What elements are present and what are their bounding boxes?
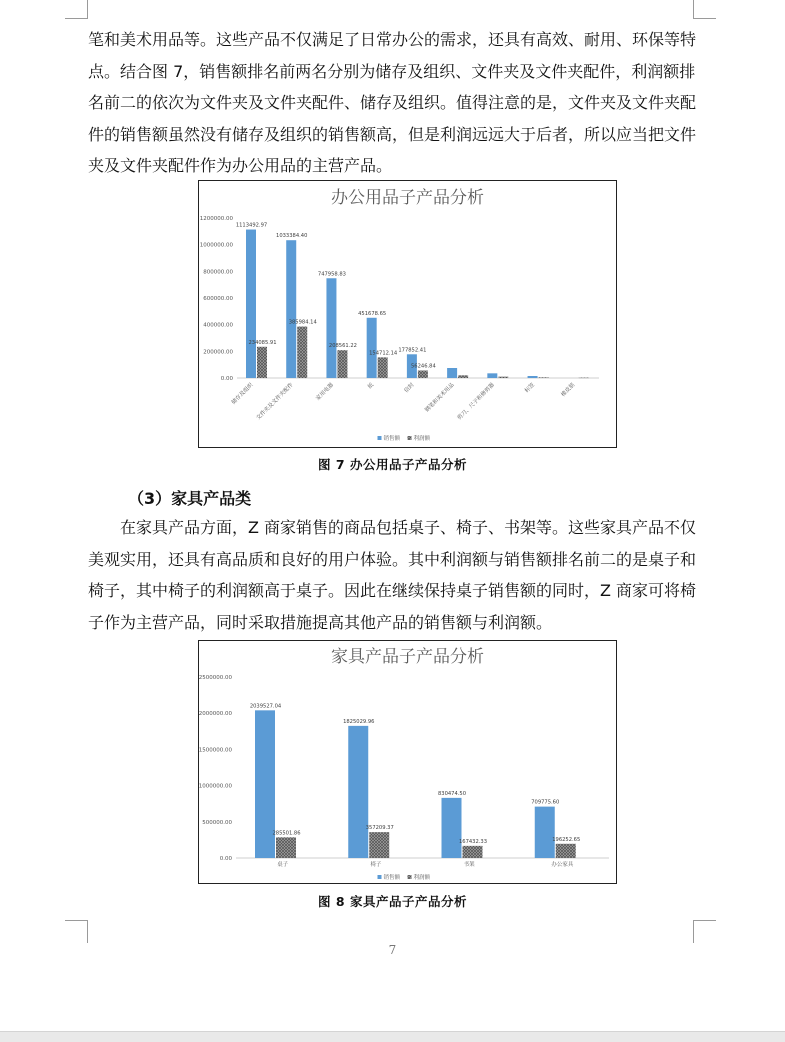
y-tick-label: 1500000.00	[199, 747, 232, 754]
y-tick-label: 2000000.00	[199, 711, 232, 718]
y-tick-label: 600000.00	[203, 296, 233, 302]
y-tick-label: 500000.00	[202, 819, 232, 826]
bar-销售额	[367, 318, 377, 378]
data-label: 2039527.04	[249, 703, 282, 710]
data-label: 56246.84	[411, 363, 436, 370]
y-tick-label: 0.00	[219, 856, 232, 862]
paragraph-furniture: 在家具产品方面，Z 商家销售的商品包括桌子、椅子、书架等。这些家具产品不仅美观实用，还具有高品质和良好的用户体验。其中利润额与销售额排名前二的是桌子和椅子，其中椅子的利润额高于桌子。因此在继续保持桌子销售额的同时，Z 商家可将椅子作为主营产品，同时采取措施提高其他产品的销售额与利润额。	[88, 518, 697, 632]
corner-mark-bottom-left	[65, 920, 88, 943]
x-tick-label: 钢笔和美术用品	[424, 382, 456, 414]
status-bar	[0, 1031, 785, 1042]
bar-销售额	[528, 376, 538, 378]
data-label: 385984.14	[288, 319, 317, 326]
x-tick-label: 办公家具	[551, 862, 574, 868]
section-heading-furniture: （3）家具产品类	[128, 489, 252, 508]
x-tick-label: 家用电器	[315, 382, 335, 402]
data-label: 1825029.96	[343, 718, 375, 725]
bar-销售额	[535, 807, 555, 858]
figure-caption-7: 图 7 办公用品子产品分析	[318, 457, 467, 472]
data-label: 451678.65	[358, 310, 387, 317]
legend-swatch	[408, 875, 412, 879]
legend-label: 销售额	[383, 875, 401, 881]
corner-mark-top-right	[693, 0, 716, 19]
data-label: 357209.37	[365, 825, 394, 832]
chart-office-supplies-svg	[199, 181, 616, 447]
y-tick-label: 400000.00	[203, 322, 233, 329]
bar-销售额	[286, 240, 296, 378]
legend-swatch	[378, 875, 382, 879]
y-tick-label: 1000000.00	[199, 783, 232, 790]
bar-利润额	[539, 377, 549, 378]
y-tick-label: 1200000.00	[199, 216, 233, 222]
data-label: 234085.91	[248, 339, 277, 346]
bar-利润额	[378, 357, 388, 378]
corner-mark-bottom-right	[693, 920, 716, 943]
page-number: 7	[388, 943, 397, 957]
bar-销售额	[487, 373, 497, 378]
bar-销售额	[246, 230, 256, 378]
data-label: 177852.41	[398, 347, 427, 354]
data-label: 285501.86	[272, 830, 301, 837]
chart-furniture	[198, 640, 617, 884]
chart-office-supplies	[198, 180, 617, 448]
y-tick-label: 0.00	[220, 376, 233, 382]
bar-利润额	[276, 837, 296, 858]
legend-swatch	[378, 436, 382, 440]
y-tick-label: 200000.00	[203, 349, 233, 356]
bar-销售额	[447, 368, 457, 378]
chart-title: 家具产品子产品分析	[331, 647, 484, 667]
legend-label: 销售额	[383, 436, 401, 442]
bar-利润额	[579, 378, 589, 379]
x-tick-label: 剪刀、尺子和修剪器	[456, 382, 496, 422]
y-tick-label: 800000.00	[203, 269, 233, 276]
x-tick-label: 信封	[403, 382, 416, 395]
bar-销售额	[326, 278, 336, 378]
data-label: 167432.33	[458, 838, 488, 845]
figure-caption-8: 图 8 家具产品子产品分析	[318, 894, 467, 909]
x-tick-label: 储存及组织	[230, 382, 255, 406]
x-tick-label: 文件夹及文件夹配件	[255, 382, 295, 422]
x-tick-label: 书架	[463, 862, 475, 868]
x-tick-label: 橡皮筋	[560, 382, 577, 399]
legend-swatch	[408, 436, 412, 440]
chart-title: 办公用品子产品分析	[331, 188, 484, 208]
bar-利润额	[463, 846, 483, 858]
data-label: 154712.14	[369, 350, 398, 357]
bar-利润额	[458, 375, 468, 378]
data-label: 1113492.97	[235, 222, 268, 229]
data-label: 1033384.40	[276, 233, 308, 240]
y-tick-label: 1000000.00	[199, 242, 233, 249]
legend-label: 利润额	[413, 436, 431, 442]
bar-利润额	[297, 327, 307, 378]
corner-mark-top-left	[65, 0, 88, 19]
y-tick-label: 2500000.00	[199, 675, 232, 681]
bar-利润额	[369, 832, 389, 858]
data-label: 196252.65	[552, 836, 581, 843]
data-label: 747958.83	[317, 271, 346, 278]
bar-利润额	[498, 377, 508, 378]
data-label: 830474.50	[437, 790, 467, 797]
bar-利润额	[418, 371, 428, 378]
x-tick-label: 标签	[524, 382, 537, 395]
bar-利润额	[337, 350, 347, 378]
bar-销售额	[442, 798, 462, 858]
data-label: 208561.22	[328, 343, 357, 350]
bar-利润额	[257, 347, 267, 378]
legend-label: 利润额	[413, 875, 431, 881]
x-tick-label: 桌子	[277, 862, 289, 868]
paragraph-office-supplies: 笔和美术用品等。这些产品不仅满足了日常办公的需求，还具有高效、耐用、环保等特点。结合图 7，销售额排名前两名分别为储存及组织、文件夹及文件夹配件，利润额排名前二的依次为文件夹及文件夹配件、储存及组织。值得注意的是，文件夹及文件夹配件的销售额虽然没有储存及组织的销售额高，但是利润远远大于后者，所以应当把文件夹及文件夹配件作为办公用品的主营产品。	[88, 30, 697, 175]
bar-销售额	[348, 726, 368, 858]
x-tick-label: 椅子	[370, 862, 382, 868]
x-tick-label: 纸	[367, 382, 376, 391]
bar-利润额	[556, 844, 576, 858]
data-label: 709775.60	[531, 799, 560, 806]
chart-furniture-svg	[199, 641, 616, 883]
